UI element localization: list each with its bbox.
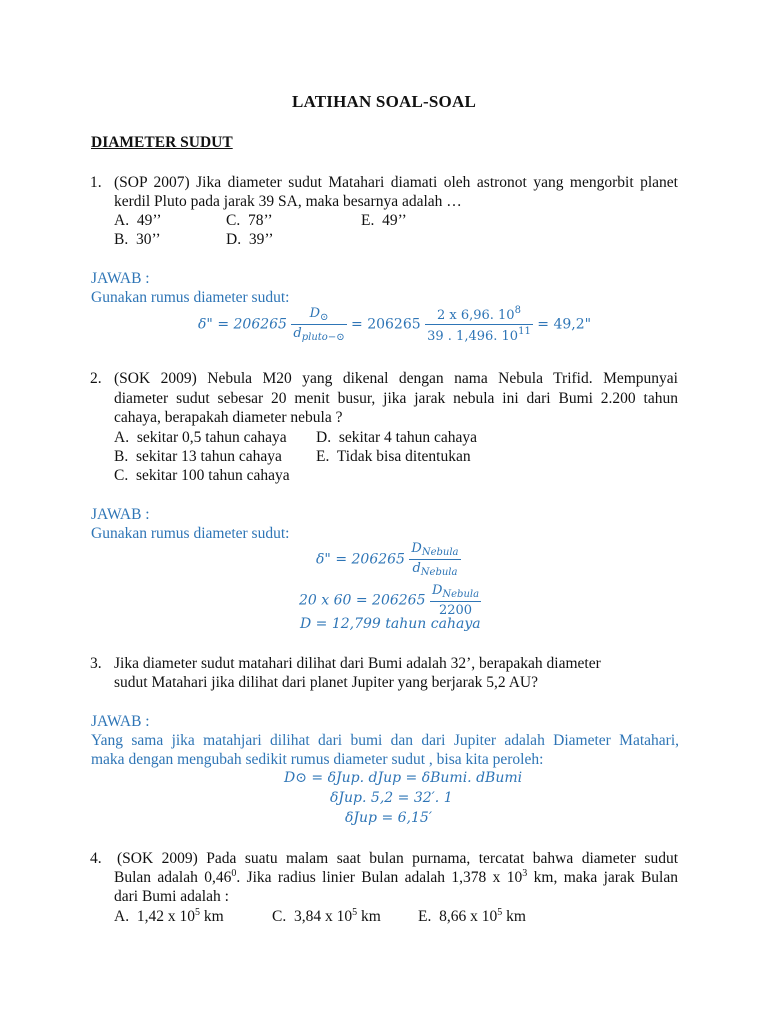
- answer-3-equation-1: D⊙ = δJup. dJup = δBumi. dBumi: [284, 770, 523, 786]
- question-4-number: 4.: [90, 850, 102, 867]
- question-2-number: 2.: [90, 370, 102, 387]
- section-heading: DIAMETER SUDUT: [91, 134, 233, 151]
- answer-3-equation-3: δJup = 6,15′: [345, 810, 433, 826]
- answer-3-equation-2: δJup. 5,2 = 32′. 1: [330, 790, 453, 806]
- question-1-line-2: kerdil Pluto pada jarak 39 SA, maka besarnya adalah …: [114, 193, 462, 210]
- answer-3-line-2: maka dengan mengubah sedikit rumus diameter sudut , bisa kita peroleh:: [91, 751, 544, 768]
- answer-2-equation-3: D = 12,799 tahun cahaya: [300, 616, 481, 632]
- q1-option-e: E. 49’’: [361, 212, 407, 229]
- q4-option-c: C. 3,84 x $10^5$ km: [272, 907, 381, 925]
- question-3-number: 3.: [90, 655, 102, 672]
- answer-1-heading: JAWAB :: [91, 270, 150, 287]
- q4-option-e: E. 8,66 x $10^5$ km: [418, 907, 526, 925]
- q2-option-d: D. sekitar 4 tahun cahaya: [316, 429, 477, 446]
- answer-2-equation-1: δ" = 206265 $\frac{D_{Nebula}}{d_{Nebula}}$: [316, 541, 459, 578]
- page-title: LATIHAN SOAL-SOAL: [292, 92, 476, 111]
- answer-2-heading: JAWAB :: [91, 506, 150, 523]
- answer-3-line-1: Yang sama jika matahjari dilihat dari bumi dan dari Jupiter adalah Diameter Matahari,: [91, 732, 679, 749]
- answer-1-equation: δ" = 206265 $\frac{D_⊙}{d_{pluto-⊙}}$ = 206265 $\frac{2 x 6,96. 10^8}{39 . 1,496. 10^{11}}$ = 49,2": [198, 305, 592, 344]
- q4-option-a: A. 1,42 x $10^5$ km: [114, 907, 224, 925]
- question-4-line-3: dari Bumi adalah :: [114, 888, 229, 905]
- question-4-line-2: Bulan adalah 0,46$^0$. Jika radius linier Bulan adalah 1,378 x $10^3$ km, maka jarak Bulan: [114, 868, 678, 886]
- question-1-line-1: (SOP 2007) Jika diameter sudut Matahari diamati oleh astronot yang mengorbit planet: [114, 174, 678, 191]
- q2-option-b: B. sekitar 13 tahun cahaya: [114, 448, 282, 465]
- q1-option-b: B. 30’’: [114, 231, 161, 248]
- answer-2-intro: Gunakan rumus diameter sudut:: [91, 525, 290, 542]
- q1-option-c: C. 78’’: [226, 212, 273, 229]
- question-2-line-3: cahaya, berapakah diameter nebula ?: [114, 409, 343, 426]
- question-2-line-1: (SOK 2009) Nebula M20 yang dikenal dengan nama Nebula Trifid. Mempunyai: [114, 370, 678, 387]
- question-1-number: 1.: [90, 174, 102, 191]
- question-4-line-1: (SOK 2009) Pada suatu malam saat bulan purnama, tercatat bahwa diameter sudut: [117, 850, 678, 867]
- question-3-line-2: sudut Matahari jika dilihat dari planet Jupiter yang berjarak 5,2 AU?: [114, 674, 538, 691]
- answer-3-heading: JAWAB :: [91, 713, 150, 730]
- question-2-line-2: diameter sudut sebesar 20 menit busur, jika jarak nebula ini dari Bumi 2.200 tahun: [114, 390, 678, 407]
- q2-option-e: E. Tidak bisa ditentukan: [316, 448, 471, 465]
- q1-option-a: A. 49’’: [114, 212, 162, 229]
- answer-2-equation-2: 20 x 60 = 206265 $\frac{D_{Nebula}}{2200}$: [299, 583, 480, 618]
- answer-1-intro: Gunakan rumus diameter sudut:: [91, 289, 290, 306]
- q2-option-a: A. sekitar 0,5 tahun cahaya: [114, 429, 287, 446]
- q2-option-c: C. sekitar 100 tahun cahaya: [114, 467, 290, 484]
- q1-option-d: D. 39’’: [226, 231, 274, 248]
- question-3-line-1: Jika diameter sudut matahari dilihat dari Bumi adalah 32’, berapakah diameter: [114, 655, 601, 672]
